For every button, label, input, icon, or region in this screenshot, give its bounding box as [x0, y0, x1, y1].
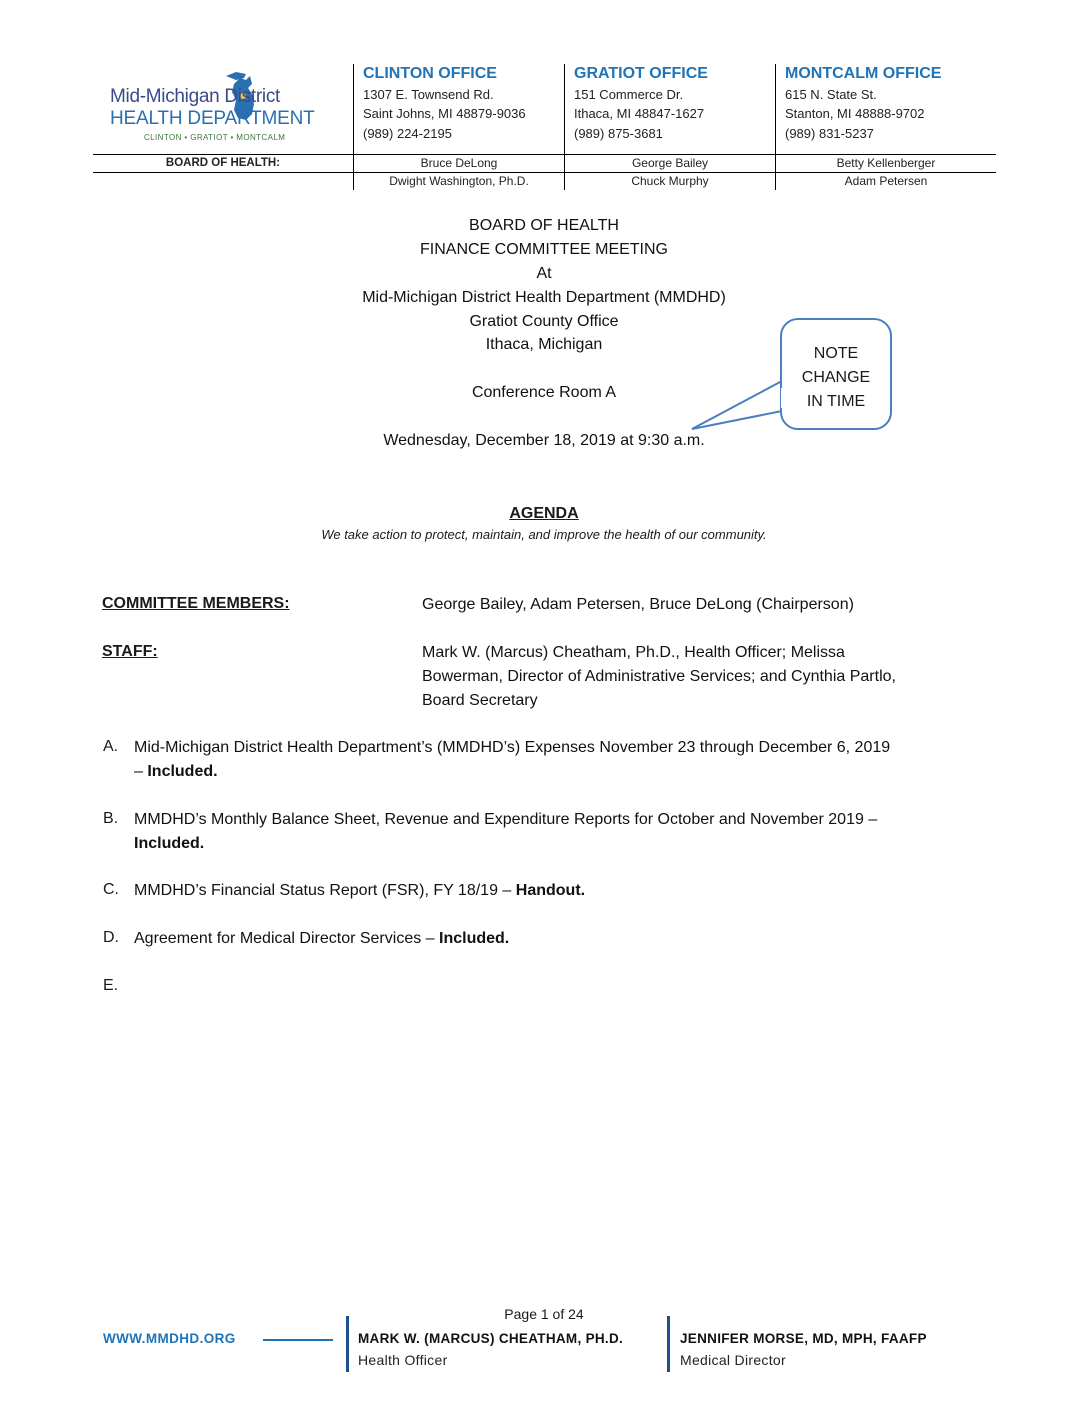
board-top-rule [93, 154, 996, 155]
page-number: Page 1 of 24 [504, 1306, 584, 1322]
montcalm-office [785, 64, 985, 143]
agenda-item-d [134, 927, 509, 951]
logo-text-line2: HEALTH DEPARTMENT [110, 108, 315, 129]
office-street: 615 N. State St. [785, 86, 877, 102]
staff-list [422, 641, 1002, 713]
office-city: Stanton, MI 48888-9702 [785, 106, 925, 121]
office-phone: (989) 875-3681 [574, 125, 663, 141]
staff-line: Board Secretary [422, 692, 538, 709]
office-city: Ithaca, MI 48847-1627 [574, 106, 705, 121]
callout-pointer [690, 375, 790, 435]
meeting-at: At [536, 265, 552, 282]
board-label: BOARD OF HEALTH: [165, 157, 281, 169]
board-member: George Bailey [631, 156, 709, 170]
health-officer-role: Health Officer [358, 1352, 448, 1368]
staff-line: Mark W. (Marcus) Cheatham, Ph.D., Health Officer; Melissa [422, 644, 845, 661]
meeting-organization: Mid-Michigan District Health Department (MMDHD) [362, 289, 726, 306]
staff-line: Bowerman, Director of Administrative Services; and Cynthia Partlo, [422, 668, 896, 685]
website-link[interactable]: WWW.MMDHD.ORG [103, 1331, 236, 1346]
agenda-item-text: MMDHD’s Monthly Balance Sheet, Revenue and Expenditure Reports for October and November 2019 – [134, 811, 878, 828]
callout-line: CHANGE [801, 369, 871, 386]
committee-label: COMMITTEE MEMBERS: [102, 595, 290, 612]
meeting-subtitle: FINANCE COMMITTEE MEETING [420, 241, 668, 258]
agenda-item-text: Mid-Michigan District Health Department’s (MMDHD’s) Expenses November 23 through December 6, 2019 [134, 739, 891, 756]
office-name: MONTCALM OFFICE [785, 65, 942, 82]
footer-dash [263, 1339, 333, 1341]
agenda-item-a [134, 736, 1014, 784]
mission-statement: We take action to protect, maintain, and improve the health of our community. [321, 527, 767, 542]
callout-line: NOTE [813, 345, 859, 362]
callout-line: IN TIME [806, 393, 866, 410]
agenda-item-letter: E. [103, 977, 119, 994]
board-member: Bruce DeLong [420, 156, 498, 170]
time-change-callout [780, 318, 892, 430]
meeting-city: Ithaca, Michigan [485, 336, 603, 353]
meeting-office: Gratiot County Office [469, 313, 619, 330]
medical-director-role: Medical Director [680, 1352, 786, 1368]
board-member: Dwight Washington, Ph.D. [389, 174, 529, 188]
meeting-room: Conference Room A [471, 384, 617, 401]
footer-bar [346, 1316, 349, 1372]
logo-text-line1: Mid-Michigan District [110, 86, 281, 107]
medical-director-name: JENNIFER MORSE, MD, MPH, FAAFP [680, 1331, 927, 1346]
office-phone: (989) 224-2195 [363, 125, 452, 141]
agenda-item-c [134, 879, 585, 903]
board-member: Betty Kellenberger [836, 156, 936, 170]
clinton-office [363, 64, 563, 143]
agenda-item-letter: C. [103, 881, 119, 898]
board-member: Chuck Murphy [631, 174, 709, 188]
gratiot-office [574, 64, 774, 143]
office-city: Saint Johns, MI 48879-9036 [363, 106, 526, 121]
logo-text-line3: CLINTON • GRATIOT • MONTCALM [144, 133, 286, 142]
agenda-item-status: – Included. [134, 763, 218, 780]
agenda-item-letter: A. [103, 738, 119, 755]
meeting-datetime: Wednesday, December 18, 2019 at 9:30 a.m. [383, 432, 705, 449]
committee-members: George Bailey, Adam Petersen, Bruce DeLong (Chairperson) [422, 596, 854, 613]
agenda-title: AGENDA [509, 505, 579, 522]
agenda-item-status: Handout. [515, 882, 586, 899]
board-member: Adam Petersen [844, 174, 928, 188]
meeting-title: BOARD OF HEALTH [469, 217, 619, 234]
office-street: 1307 E. Townsend Rd. [363, 86, 494, 102]
agenda-item-text: Agreement for Medical Director Services – [134, 930, 439, 947]
organization-logo [108, 70, 333, 146]
board-mid-rule [93, 172, 996, 173]
office-name: GRATIOT OFFICE [574, 65, 708, 82]
office-phone: (989) 831-5237 [785, 125, 874, 141]
callout-gap [781, 388, 787, 408]
footer-bar [667, 1316, 670, 1372]
agenda-item-status: Included. [134, 835, 205, 852]
health-officer-name: MARK W. (MARCUS) CHEATHAM, PH.D. [358, 1331, 624, 1346]
office-street: 151 Commerce Dr. [574, 86, 684, 102]
agenda-item-status: Included. [439, 930, 510, 947]
staff-label: STAFF: [102, 643, 158, 660]
agenda-item-letter: D. [103, 929, 119, 946]
agenda-item-b [134, 808, 1014, 856]
agenda-item-letter: B. [103, 810, 119, 827]
office-name: CLINTON OFFICE [363, 65, 497, 82]
agenda-item-text: MMDHD’s Financial Status Report (FSR), FY 18/19 – [134, 882, 516, 899]
